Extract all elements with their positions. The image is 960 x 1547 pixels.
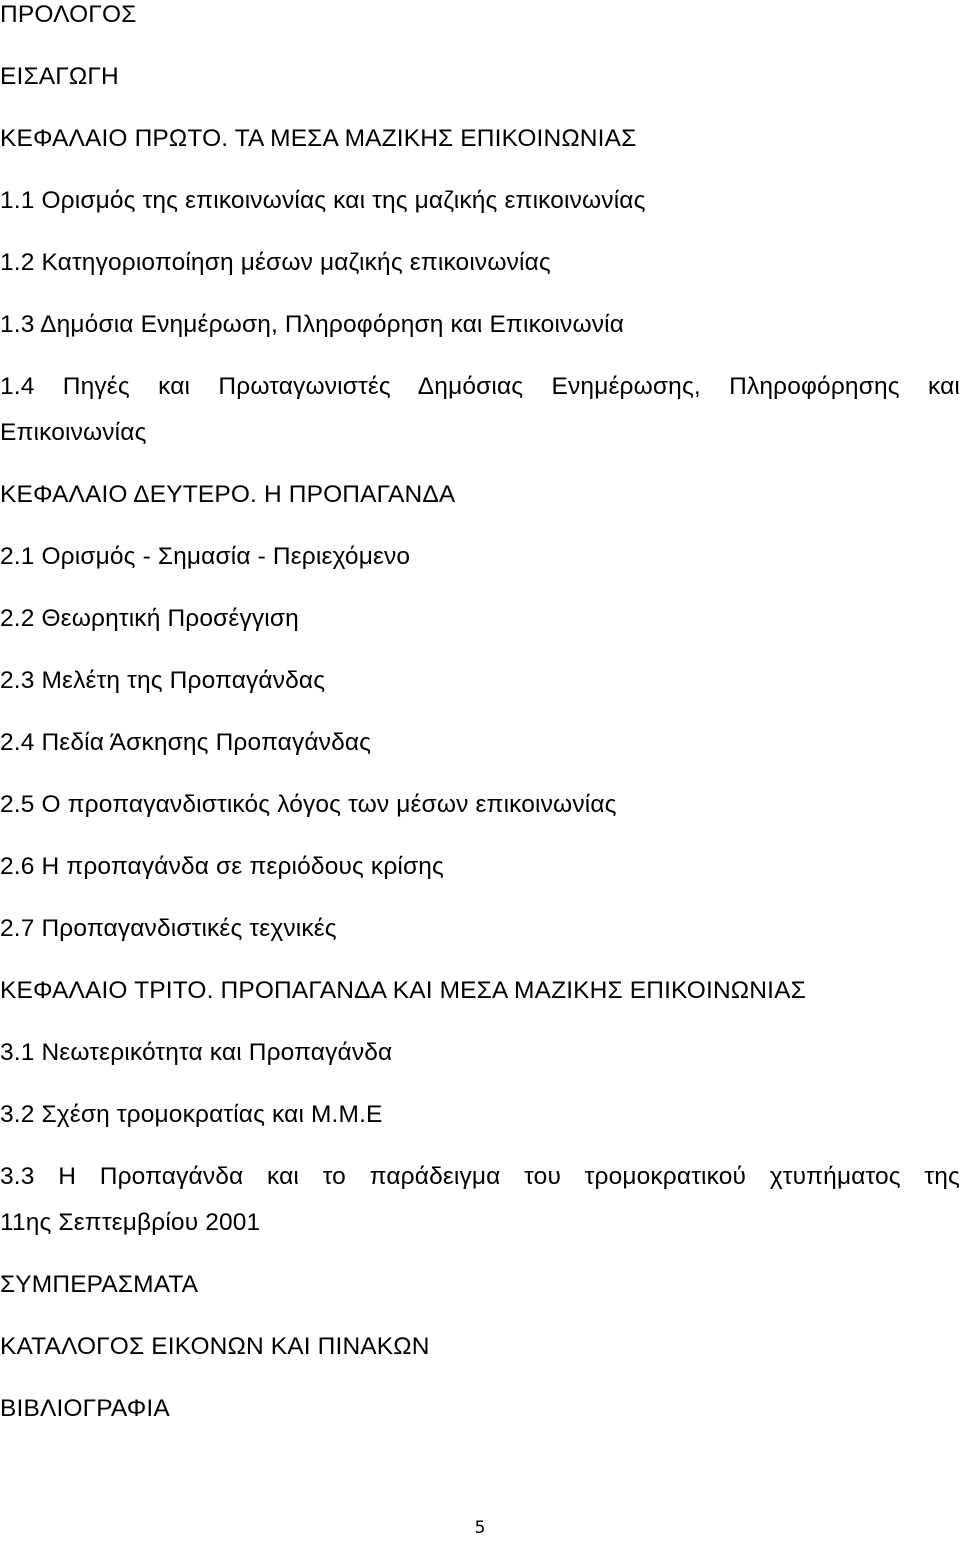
- toc-section-2-6: 2.6 Η προπαγάνδα σε περιόδους κρίσης: [0, 853, 445, 880]
- toc-chapter-2-heading: ΚΕΦΑΛΑΙΟ ΔΕΥΤΕΡΟ. Η ΠΡΟΠΑΓΑΝΔΑ: [0, 481, 456, 508]
- toc-bibliography: ΒΙΒΛΙΟΓΡΑΦΙΑ: [0, 1395, 170, 1422]
- toc-section-2-4: 2.4 Πεδία Άσκησης Προπαγάνδας: [0, 729, 372, 756]
- toc-section-2-1: 2.1 Ορισμός - Σημασία - Περιεχόμενο: [0, 543, 411, 570]
- toc-section-1-4-continued: Επικοινωνίας: [0, 419, 147, 446]
- toc-section-1-1: 1.1 Ορισμός της επικοινωνίας και της μαζικής επικοινωνίας: [0, 187, 646, 214]
- toc-conclusions: ΣΥΜΠΕΡΑΣΜΑΤΑ: [0, 1271, 199, 1298]
- toc-figures-and-tables: ΚΑΤΑΛΟΓΟΣ ΕΙΚΟΝΩΝ ΚΑΙ ΠΙΝΑΚΩΝ: [0, 1333, 430, 1360]
- toc-introduction: ΕΙΣΑΓΩΓΗ: [0, 63, 119, 90]
- toc-section-1-3: 1.3 Δημόσια Ενημέρωση, Πληροφόρηση και Επικοινωνία: [0, 311, 625, 338]
- toc-section-1-2: 1.2 Κατηγοριοποίηση μέσων μαζικής επικοινωνίας: [0, 249, 551, 276]
- toc-section-2-5: 2.5 Ο προπαγανδιστικός λόγος των μέσων επικοινωνίας: [0, 791, 617, 818]
- toc-section-3-3-continued: 11ης Σεπτεμβρίου 2001: [0, 1209, 261, 1236]
- toc-section-2-7: 2.7 Προπαγανδιστικές τεχνικές: [0, 915, 337, 942]
- toc-section-3-1: 3.1 Νεωτερικότητα και Προπαγάνδα: [0, 1039, 393, 1066]
- toc-section-2-2: 2.2 Θεωρητική Προσέγγιση: [0, 605, 299, 632]
- toc-chapter-3-heading: ΚΕΦΑΛΑΙΟ ΤΡΙΤΟ. ΠΡΟΠΑΓΑΝΔΑ ΚΑΙ ΜΕΣΑ ΜΑΖΙΚΗΣ ΕΠΙΚΟΙΝΩΝΙΑΣ: [0, 977, 806, 1004]
- toc-section-3-3: 3.3 Η Προπαγάνδα και το παράδειγμα του τρομοκρατικού χτυπήματος της: [0, 1163, 960, 1190]
- toc-section-3-2: 3.2 Σχέση τρομοκρατίας και Μ.Μ.Ε: [0, 1101, 383, 1128]
- toc-section-1-4: 1.4 Πηγές και Πρωταγωνιστές Δημόσιας Ενημέρωσης, Πληροφόρησης και: [0, 373, 960, 400]
- toc-chapter-1-heading: ΚΕΦΑΛΑΙΟ ΠΡΩΤΟ. ΤΑ ΜΕΣΑ ΜΑΖΙΚΗΣ ΕΠΙΚΟΙΝΩΝΙΑΣ: [0, 125, 637, 152]
- toc-section-2-3: 2.3 Μελέτη της Προπαγάνδας: [0, 667, 326, 694]
- toc-prologue: ΠΡΟΛΟΓΟΣ: [0, 1, 137, 28]
- page-number: 5: [474, 1518, 486, 1538]
